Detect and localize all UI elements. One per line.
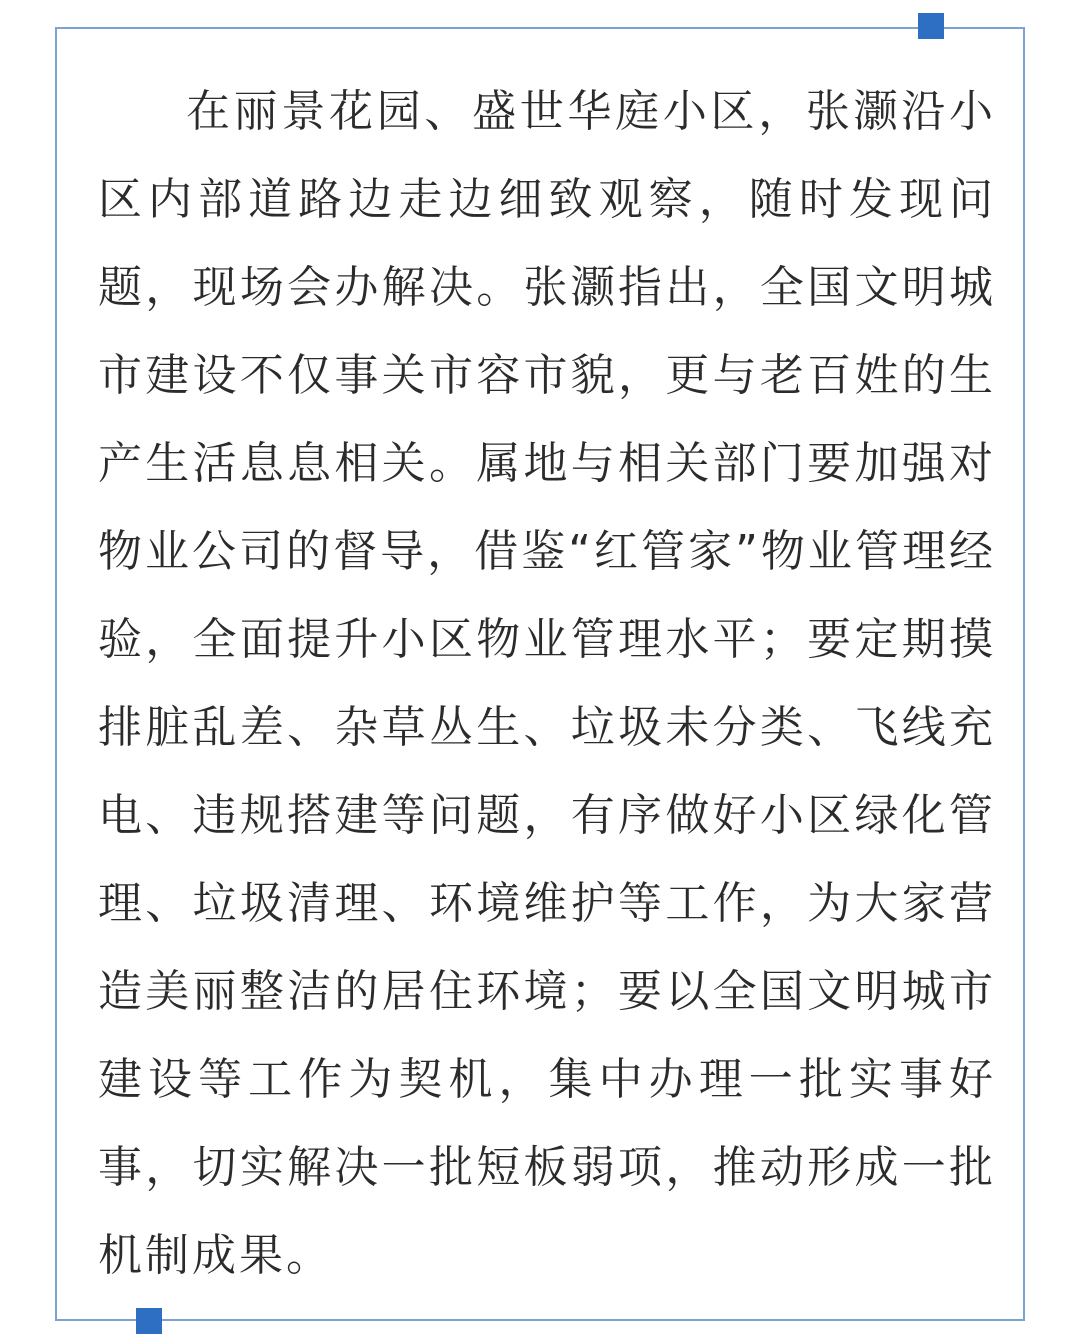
article-paragraph: 在丽景花园、盛世华庭小区，张灏沿小区内部道路边走边细致观察，随时发现问题，现场会办解决。张灏指出，全国文明城市建设不仅事关市容市貌，更与老百姓的生产生活息息相关。属地与相关部门要加强对物业公司的督导，借鉴“红管家”物业管理经验，全面提升小区物业管理水平；要定期摸排脏乱差、杂草丛生、垃圾未分类、飞线充电、违规搭建等问题，有序做好小区绿化管理、垃圾清理、环境维护等工作，为大家营造美丽整洁的居住环境；要以全国文明城市建设等工作为契机，集中办理一批实事好事，切实解决一批短板弱项，推动形成一批机制成果。: [98, 86, 996, 1281]
top-right-corner-square: [918, 13, 944, 39]
bottom-left-corner-square: [136, 1308, 162, 1334]
